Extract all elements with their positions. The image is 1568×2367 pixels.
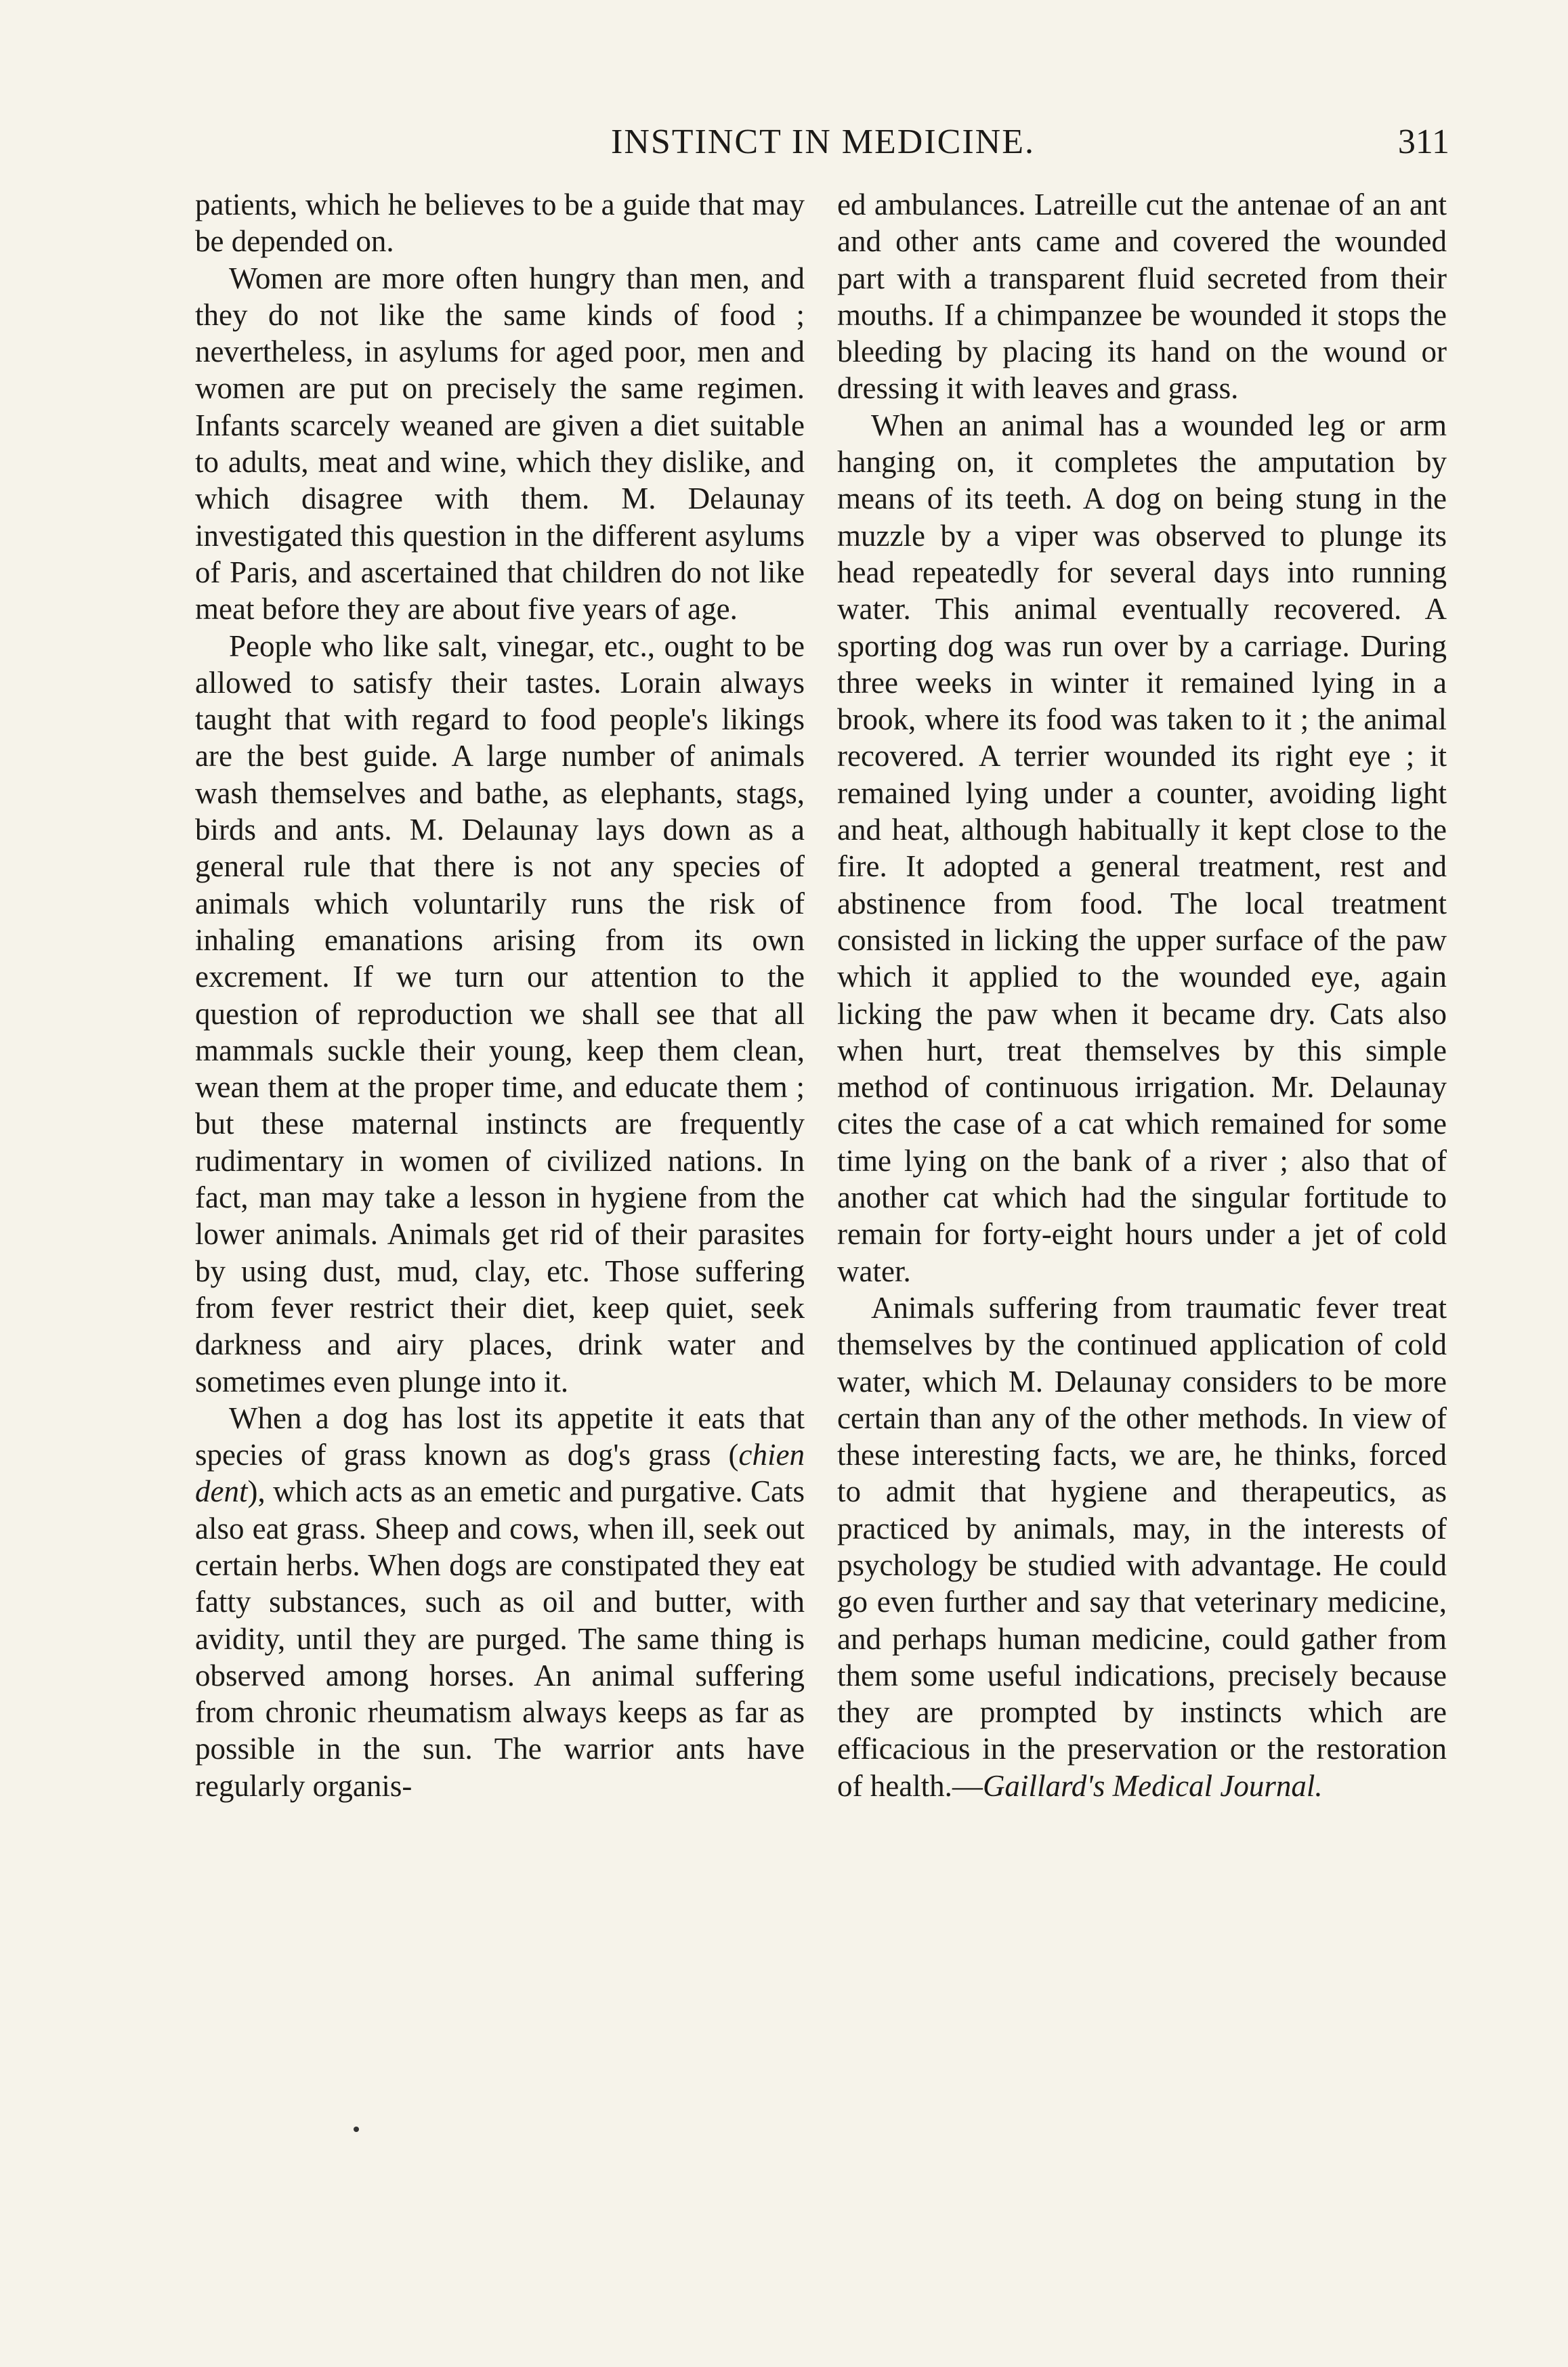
paragraph-5: ed ambulances. Latreille cut the antenae of an ant and other ants came and covered the wounded part with a transparent fluid secreted from their mouths. If a chimpanzee be wounded it stops the bleeding by placing its hand on the wound or dressing it with leaves and grass. (837, 188, 1447, 406)
paragraph-3: People who like salt, vinegar, etc., ought to be allowed to satisfy their tastes. Lorain always taught that with regard to food people's likings are the best guide. A large number of animals wash themselves and bathe, as elephants, stags, birds and ants. M. Delaunay lays down as a general rule that there is not any species of animals which voluntarily runs the risk of inhaling emanations arising from its own excrement. If we turn our attention to the question of reproduction we shall see that all mammals suckle their young, keep them clean, wean them at the proper time, and educate them ; but these maternal instincts are frequently rudimentary in women of civilized nations. In fact, man may take a lesson in hygiene from the lower animals. Animals get rid of their parasites by using dust, mud, clay, etc. Those suffering from fever restrict their diet, keep quiet, seek darkness and airy places, drink water and sometimes even plunge into it. (195, 628, 805, 1399)
running-header (196, 119, 1449, 166)
paragraph-4-text-a: When a dog has lost its appetite it eats that species of grass known as dog's grass ( (195, 1401, 805, 1472)
paragraph-1: patients, which he believes to be a guide that may be depended on. (195, 188, 805, 259)
right-column (837, 186, 1447, 1804)
paragraph-7-text: Animals suffering from traumatic fever treat themselves by the continued application of cold water, which M. Delaunay considers to be more certain than any of the other methods. In view of these interesting facts, we are, he thinks, forced to admit that hygiene and therapeutics, as practiced by animals, may, in the interests of psychology be studied with advantage. He could go even further and say that veterinary medicine, and perhaps human medicine, could gather from them some useful indications, precisely because they are prompted by instincts which are efficacious in the preservation or the restoration of health.— (837, 1290, 1447, 1803)
page-header-title: INSTINCT IN MEDICINE. (611, 123, 1035, 161)
paragraph-7 (837, 1289, 1447, 1804)
paragraph-2: Women are more often hungry than men, and they do not like the same kinds of food ; nevertheless, in asylums for aged poor, men and women are put on precisely the same regimen. Infants scarcely weaned are given a diet suitable to adults, meat and wine, which they dislike, and which disagree with them. M. Delaunay investigated this question in the different asylums of Paris, and ascertained that children do not like meat before they are about five years of age. (195, 261, 805, 626)
paragraph-4 (195, 1400, 805, 1804)
page-number: 311 (1397, 123, 1449, 161)
source-citation: Gaillard's Medical Journal. (982, 1768, 1323, 1803)
paragraph-4-italic: chien dent (195, 1438, 805, 1509)
paragraph-6: When an animal has a wounded leg or arm hanging on, it completes the amputation by means of its teeth. A dog on being stung in the muzzle by a viper was observed to plunge its head repeatedly for several days into running water. This animal eventually recovered. A sporting dog was run over by a carriage. During three weeks in winter it remained lying in a brook, where its food was taken to it ; the animal recovered. A terrier wounded its right eye ; it remained lying under a counter, avoiding light and heat, although habitually it kept close to the fire. It adopted a general treatment, rest and abstinence from food. The local treatment consisted in licking the upper surface of the paw which it applied to the wounded eye, again licking the paw when it became dry. Cats also when hurt, treat themselves by this simple method of continuous irrigation. Mr. Delaunay cites the case of a cat which remained for some time lying on the bank of a river ; also that of another cat which had the singular fortitude to remain for forty-eight hours under a jet of cold water. (837, 408, 1447, 1288)
left-column (195, 186, 805, 1804)
paragraph-4-text-b: ), which acts as an emetic and purgative. Cats also eat grass. Sheep and cows, when ill, seek out certain herbs. When dogs are constipated they eat fatty substances, such as oil and butter, with avidity, until they are purged. The same thing is observed among horses. An animal suffering from chronic rheumatism always keeps as far as possible in the sun. The warrior ants have regularly organis- (195, 1474, 805, 1803)
stray-ink-mark (354, 2127, 359, 2132)
